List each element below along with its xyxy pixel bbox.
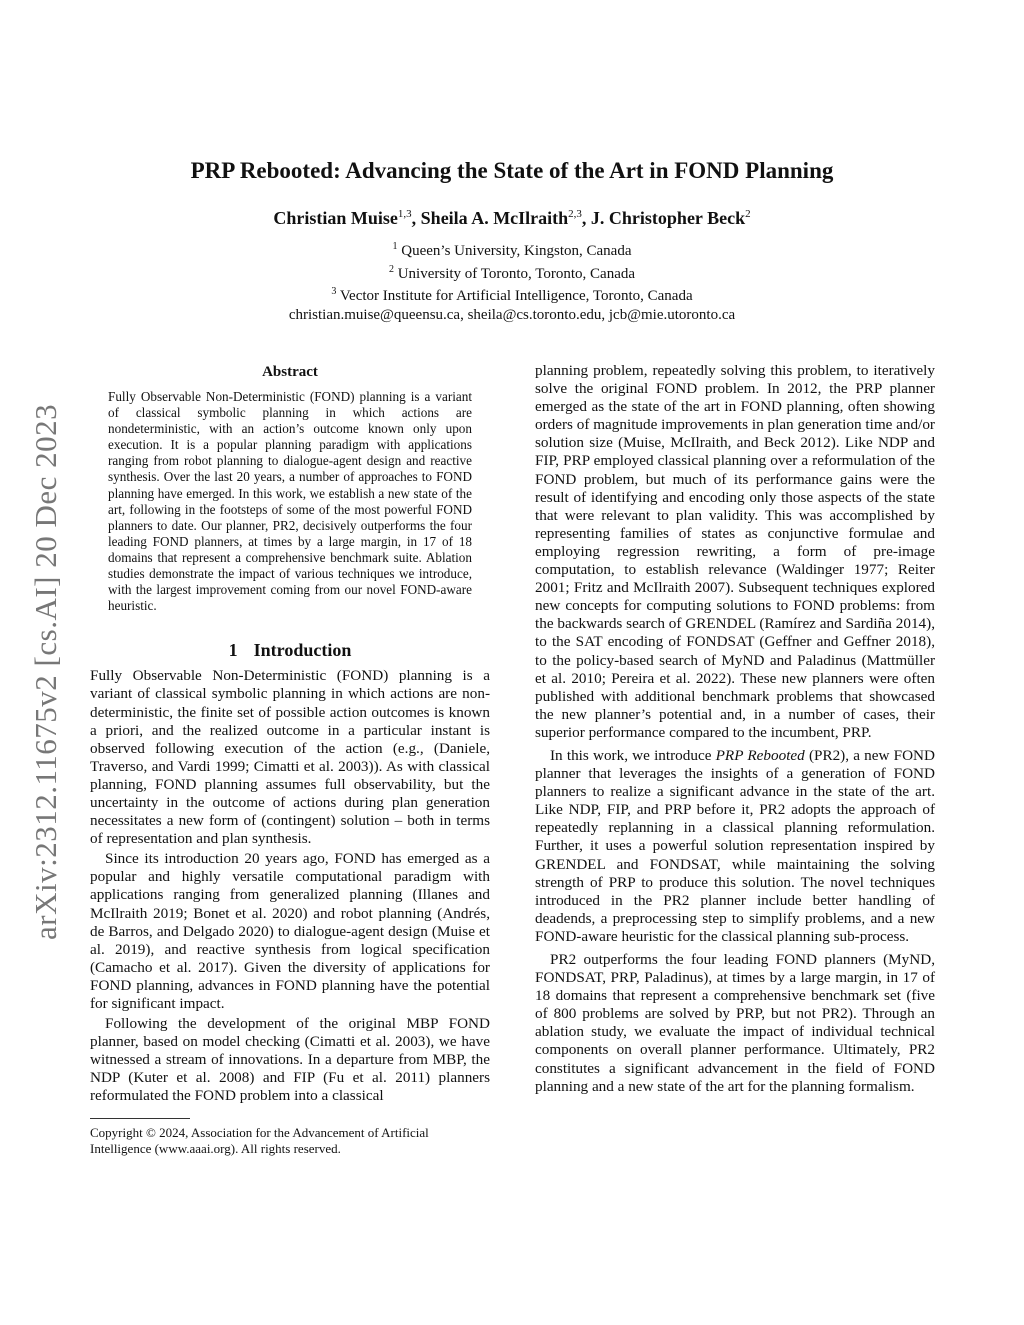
author-name: Sheila A. McIlraith	[420, 208, 569, 228]
affiliation-line	[0, 283, 1024, 306]
right-column	[535, 362, 935, 1096]
affil-text: University of Toronto, Toronto, Canada	[397, 265, 636, 282]
section-title: Introduction	[253, 640, 352, 661]
affil-text: Vector Institute for Artificial Intelligence, Toronto, Canada	[339, 288, 693, 304]
abstract-text: Fully Observable Non-Deterministic (FOND) planning is a variant of classical symbolic planning in which actions are nondeterministic, with an action’s outcome known only upon execution. It is a popular planning paradigm with applications ranging from robot planning to dialogue-agent design and reactive synthesis. Over the last 20 years, a number of approaches to FOND planning have emerged. In this work, we establish a new state of the art, following in the footsteps of some of the most powerful FOND planners to date. Our planner, PR2, decisively outperforms the four leading FOND planners, at times by a large margin, in 17 of 18 domains that represent a comprehensive benchmark suite. Ablation studies demonstrate the impact of various techniques we introduce, with the largest improvement coming from our novel FOND-aware heuristic.	[108, 389, 472, 614]
abstract-heading: Abstract	[262, 364, 318, 380]
body-paragraph	[535, 747, 935, 946]
affil-text: Queen’s University, Kingston, Canada	[401, 243, 632, 259]
paper-title: PRP Rebooted: Advancing the State of the Art in FOND Planning	[190, 158, 834, 183]
left-column	[90, 362, 490, 1157]
affiliations	[0, 238, 1024, 324]
body-paragraph: planning problem, repeatedly solving this problem, to iteratively solve the original FOND problem. In 2012, the PRP planner emerged as the state of the art in FOND planning, often showing orders of magnitude improvements in plan generation time and/or solution size (Muise, McIlraith, and Beck 2012). Like NDP and FIP, PRP employed classical planning over a reformulation of the FOND problem, but much of its performance gains were the result of identifying and encoding only those aspects of the state that were relevant to plan validity. This was accomplished by representing families of states as conjunctive formulae and employing regression rewriting, a form of pre-image computation, to establish relevance (Waldinger 1977; Reiter 2001; Fritz and McIlraith 2007). Subsequent techniques explored new concepts for computing solutions to FOND problems: from the backwards search of GRENDEL (Ramírez and Sardiña 2014), to the SAT encoding of FONDSAT (Geffner and Geffner 2018), to the policy-based search of MyND and Paladinus (Mattmüller et al. 2010; Pereira et al. 2022). These new planners were often published with additional benchmark problems that showcased the new planner’s potential and, in a number of cases, their superior performance compared to the incumbent, PRP.	[535, 362, 935, 741]
author-name: J. Christopher Beck	[590, 208, 746, 228]
paragraph-text: (PR2), a new FOND planner that leverages the insights of a generation of FOND planners to realize a significant advance in the state of the art. Like NDP, FIP, and PRP before it, PR2 adopts the approach of repeatedly replanning in a classical planning reformulation. Further, it uses a powerful solution representation inspired by GRENDEL and FONDSAT, while maintaining the solving strength of PRP to produce this solution. The novel techniques introduced in the PR2 planner include better handling of deadends, a preprocessing step to simplify problems, and a new FOND-aware heuristic for the classical planning sub-process.	[535, 746, 935, 945]
paragraph-text: In this work, we introduce	[550, 746, 716, 764]
arxiv-identifier: arXiv:2312.11675v2 [cs.AI] 20 Dec 2023	[28, 403, 63, 940]
section-number: 1	[228, 640, 238, 661]
affiliation-line	[0, 238, 1024, 261]
section-heading	[90, 640, 490, 661]
author-emails: christian.muise@queensu.ca, sheila@cs.toronto.edu, jcb@mie.utoronto.ca	[288, 306, 736, 323]
author-affil-marker: 2,3	[568, 208, 582, 220]
author-name: Christian Muise	[273, 208, 398, 228]
author-separator: ,	[581, 208, 591, 228]
affil-marker: 2	[388, 263, 394, 275]
author-list	[0, 208, 1024, 229]
body-paragraph: Since its introduction 20 years ago, FOND has emerged as a popular and highly versatile computational paradigm with applications ranging from generalized planning (Illanes and McIlraith 2019; Bonet et al. 2020) and robot planning (Andrés, de Barros, and Delgado 2020) to dialogue-agent design (Muise et al. 2019), and reactive synthesis from logical specification (Camacho et al. 2017). Given the diversity of applications for FOND planning, advances in FOND planning have the potential for significant impact.	[90, 850, 490, 1012]
affil-marker: 3	[331, 286, 337, 297]
affiliation-line	[0, 261, 1024, 284]
planner-name-emphasis: PRP Rebooted	[715, 746, 805, 764]
copyright-footnote: Copyright © 2024, Association for the Advancement of Artificial Intelligence (www.aaai.org). All rights reserved.	[90, 1124, 429, 1156]
body-paragraph: Fully Observable Non-Deterministic (FOND) planning is a variant of classical symbolic planning in which actions are non-deterministic, the finite set of possible action outcomes is known a priori, and the realized outcome in a particular instant is observed following execution of the action (e.g., (Daniele, Traverso, and Vardi 1999; Cimatti et al. 2003)). As with classical planning, FOND planning assumes full observability, but the uncertainty in the outcome of actions during plan generation necessitates a new form of (contingent) solution – both in terms of representation and plan synthesis.	[90, 667, 490, 848]
body-paragraph: PR2 outperforms the four leading FOND planners (MyND, FONDSAT, PRP, Paladinus), at times by a large margin, in 17 of 18 domains that represent a comprehensive benchmark set (five of 800 problems are solved by PRP, but not PR2). Through an ablation study, we evaluate the impact of individual technical components on overall planner performance. Ultimately, PR2 constitutes a significant advancement in the field of FOND planning and a new state of the art for the planning formalism.	[535, 951, 935, 1095]
author-affil-marker: 2	[745, 208, 751, 220]
affil-marker: 1	[392, 241, 398, 252]
body-paragraph: Following the development of the original MBP FOND planner, based on model checking (Cimatti et al. 2003), we have witnessed a stream of innovations. In a departure from MBP, the NDP (Kuter et al. 2008) and FIP (Fu et al. 2011) planners reformulated the FOND problem into a classical	[90, 1015, 490, 1105]
author-affil-marker: 1,3	[397, 208, 412, 220]
author-separator: ,	[411, 208, 421, 228]
footnote-divider	[90, 1118, 190, 1119]
